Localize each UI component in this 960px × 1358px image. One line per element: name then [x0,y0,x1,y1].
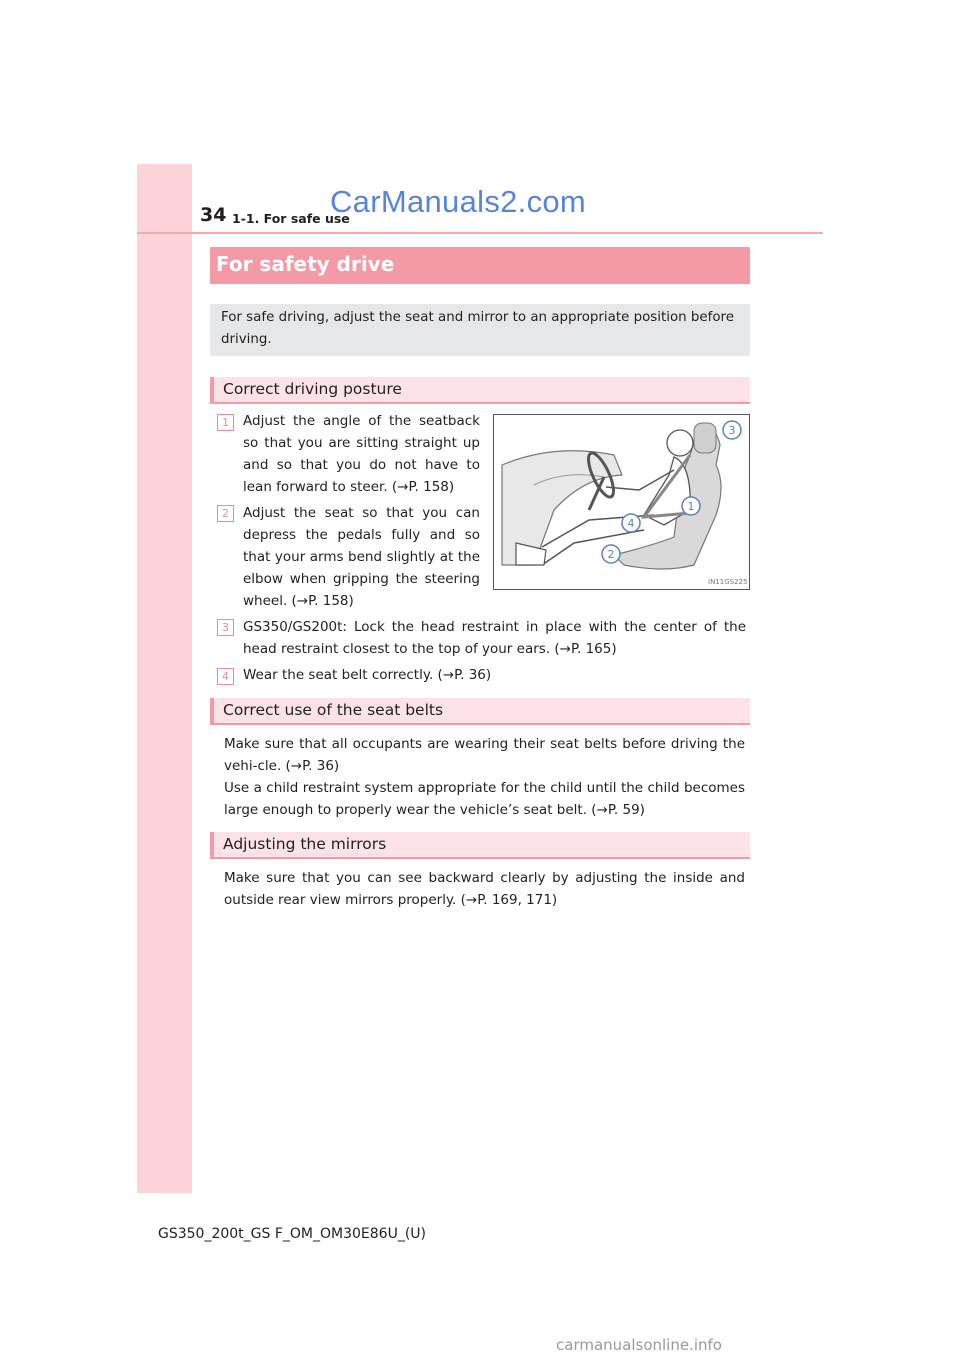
page-title-bar [210,247,750,284]
mirrors-heading-bar [210,832,750,859]
callout-4-label: 4 [627,517,635,530]
posture-item-4: Wear the seat belt correctly. (→P. 36) [243,667,492,683]
driving-posture-illustration [493,414,750,590]
footer-code: GS350_200t_GS F_OM_OM30E86U_(U) [158,1226,426,1242]
posture-heading: Correct driving posture [223,380,402,398]
intro-box [210,304,750,356]
item-number-2: 2 [217,505,234,522]
header-rule [137,232,823,234]
item-number-4: 4 [217,668,234,685]
callout-1-label: 1 [687,500,695,513]
seatbelts-heading-bar [210,698,750,725]
callout-3-label: 3 [728,424,736,437]
posture-item-1: Adjust the angle of the seatback so that you are sitting straight up and so that you do not have to lean forward to steer. (→P. 158) [243,413,480,495]
watermark-top[interactable]: CarManuals2.com [330,184,587,219]
callout-4 [622,514,640,532]
callout-1 [682,497,700,515]
section-label: 1-1. For safe use [232,211,350,226]
item-number-1: 1 [217,414,234,431]
driver-feet [516,543,546,565]
head-restraint [694,423,716,453]
side-tab-strip [137,164,192,1193]
page-number: 34 [200,204,227,226]
mirrors-heading: Adjusting the mirrors [223,835,387,853]
figure-code: IN11GS225 [708,578,748,586]
mirrors-text: Make sure that you can see backward clearly by adjusting the inside and outside rear view mirrors properly. (→P. 169, 171) [224,870,745,908]
callout-2 [602,545,620,563]
posture-item-3: GS350/GS200t: Lock the head restraint in place with the center of the head restraint closest to the top of your ears. (→P. 165) [243,619,746,657]
posture-heading-bar [210,377,750,404]
driver-seat-drawing [494,415,749,589]
callout-2-label: 2 [607,548,615,561]
driver-head [667,430,693,456]
page-title: For safety drive [216,252,395,276]
intro-text: For safe driving, adjust the seat and mirror to an appropriate position before driving. [221,310,734,347]
seatbelts-text-1: Make sure that all occupants are wearing their seat belts before driving the vehi-cle. (→P. 36) [224,736,745,774]
seatbelts-heading: Correct use of the seat belts [223,701,444,719]
item-number-3: 3 [217,619,234,636]
posture-item-2: Adjust the seat so that you can depress the pedals fully and so that your arms bend slightly at the elbow when gripping the steering wheel. (→P. 158) [243,505,480,609]
seatbelts-text-2: Use a child restraint system appropriate for the child until the child becomes large enough to properly wear the vehicle’s seat belt. (→P. 59) [224,780,745,818]
callout-3 [723,421,741,439]
watermark-bottom[interactable]: carmanualsonline.info [556,1336,722,1354]
